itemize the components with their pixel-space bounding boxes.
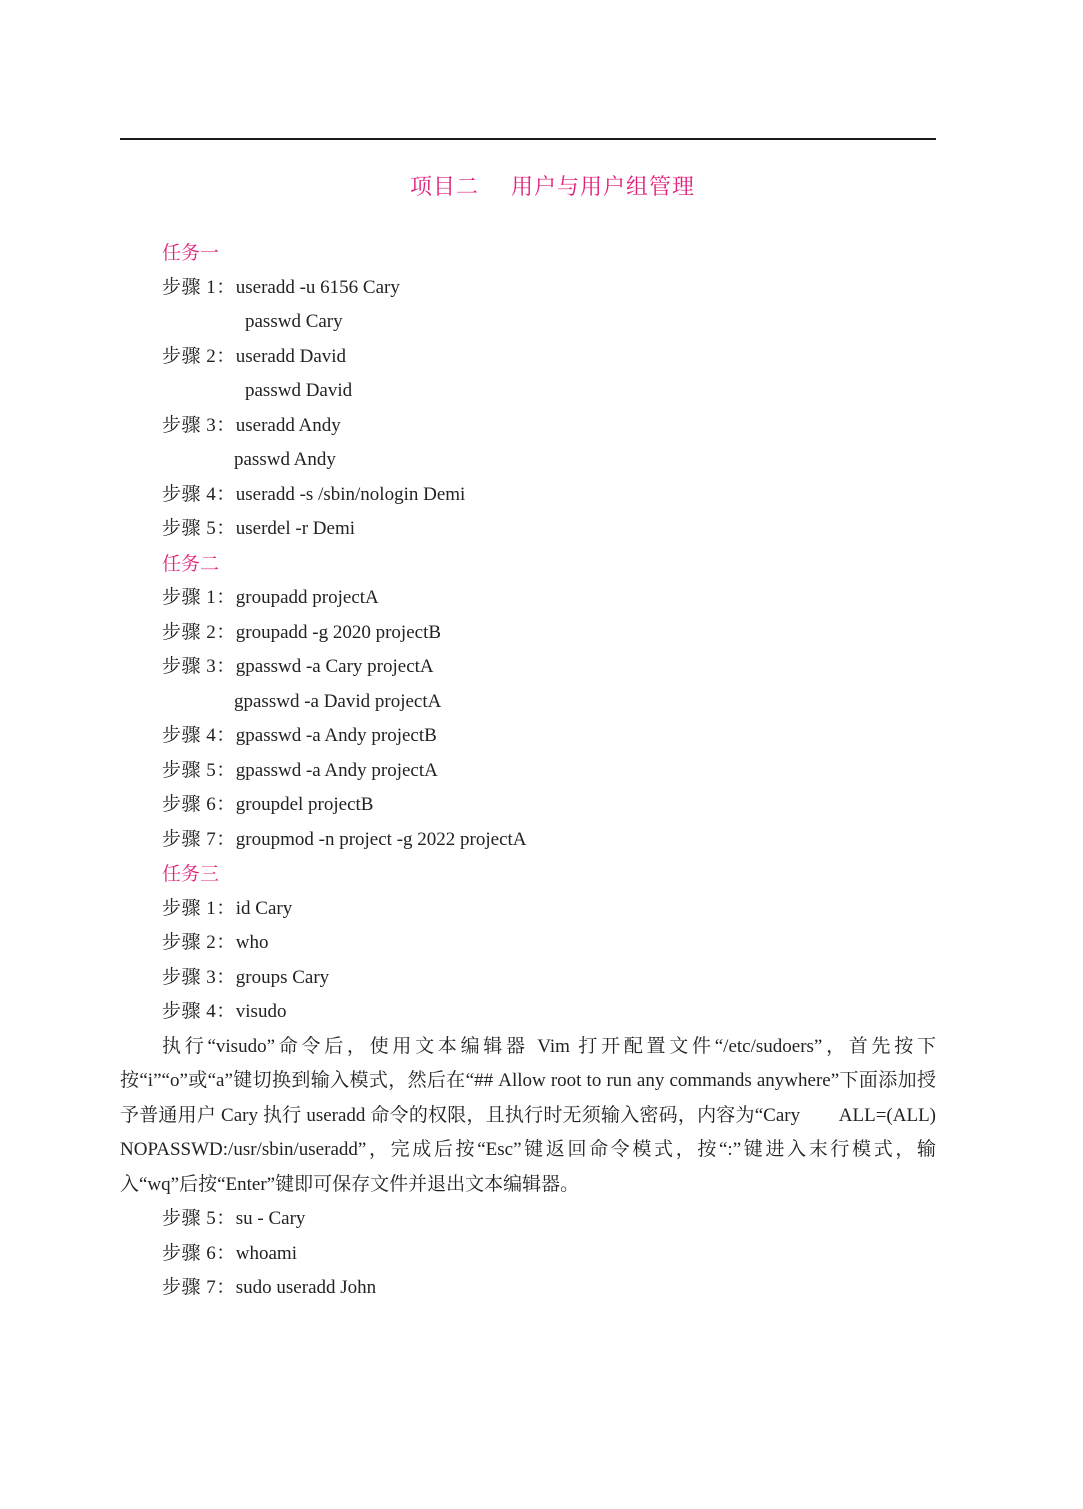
section-heading: 任务三 bbox=[162, 863, 220, 885]
step-label: 步骤 4： bbox=[162, 725, 236, 746]
command-text: gpasswd -a Andy projectB bbox=[235, 725, 437, 746]
command-text: gpasswd -a Andy projectA bbox=[235, 759, 438, 781]
command-text: sudo useradd John bbox=[235, 1277, 377, 1298]
step-label: 步骤 3： bbox=[162, 414, 236, 436]
step-label: 步骤 7： bbox=[162, 1277, 236, 1298]
step-label: 步骤 4： bbox=[162, 1001, 236, 1022]
step-label: 步骤 2： bbox=[162, 621, 236, 643]
command-text: groupadd projectA bbox=[235, 587, 379, 608]
page-title: 项目二 用户与用户组管理 bbox=[410, 175, 695, 200]
step-label: 步骤 5： bbox=[162, 1208, 236, 1229]
step-line bbox=[0, 788, 1083, 823]
command-continuation: gpasswd -a David projectA bbox=[234, 690, 442, 712]
step-label: 步骤 3： bbox=[162, 656, 236, 677]
command-text: groupdel projectB bbox=[235, 794, 374, 815]
command-continuation: passwd Andy bbox=[234, 449, 336, 470]
step-line bbox=[0, 1271, 1083, 1306]
step-line bbox=[0, 616, 1083, 651]
step-line bbox=[0, 409, 1083, 444]
step-line bbox=[0, 823, 1083, 858]
step-line bbox=[0, 271, 1083, 306]
step-line bbox=[0, 926, 1083, 961]
command-text: whoami bbox=[235, 1242, 297, 1264]
step-line bbox=[0, 995, 1083, 1030]
command-text: userdel -r Demi bbox=[235, 518, 355, 539]
command-text: useradd -u 6156 Cary bbox=[235, 276, 400, 298]
step-line bbox=[0, 719, 1083, 754]
step-label: 步骤 6： bbox=[162, 794, 236, 815]
step-line bbox=[0, 892, 1083, 927]
command-text: visudo bbox=[235, 1001, 287, 1022]
step-label: 步骤 2： bbox=[162, 932, 236, 953]
step-line bbox=[0, 340, 1083, 375]
step-line bbox=[0, 961, 1083, 996]
command-text: groupadd -g 2020 projectB bbox=[235, 621, 442, 643]
step-line bbox=[0, 754, 1083, 789]
command-text: id Cary bbox=[235, 897, 293, 919]
step-label: 步骤 5： bbox=[162, 518, 236, 539]
header-rule bbox=[120, 138, 936, 140]
command-text: useradd Andy bbox=[235, 414, 341, 436]
step-label: 步骤 1： bbox=[162, 276, 236, 298]
step-line bbox=[0, 581, 1083, 616]
step-label: 步骤 5： bbox=[162, 759, 236, 781]
step-label: 步骤 1： bbox=[162, 587, 236, 608]
step-label: 步骤 2： bbox=[162, 345, 236, 367]
step-line bbox=[0, 512, 1083, 547]
step-line bbox=[0, 1202, 1083, 1237]
command-text: groupmod -n project -g 2022 projectA bbox=[235, 828, 527, 850]
command-text: who bbox=[235, 932, 269, 953]
step-label: 步骤 3： bbox=[162, 966, 236, 988]
step-line bbox=[0, 1237, 1083, 1272]
step-line bbox=[0, 478, 1083, 513]
step-label: 步骤 6： bbox=[162, 1242, 236, 1264]
step-label: 步骤 4： bbox=[162, 483, 236, 505]
command-text: gpasswd -a Cary projectA bbox=[235, 656, 434, 677]
step-line bbox=[0, 650, 1083, 685]
explanation-paragraph: 执行“visudo”命令后，使用文本编辑器 Vim 打开配置文件“/etc/sudoers”，首先按下按“i”“o”或“a”键切换到输入模式，然后在“## Allow root to run any commands anywhere”下面添加授予普通用户 Cary 执行 useradd 命令的权限，且执行时无须输入密码，内容为“Cary ALL=(ALL) NOPASSWD:/usr/sbin/useradd”，完成后按“Esc”键返回命令模式，按“:”键进入末行模式，输入“wq”后按“Enter”键即可保存文件并退出文本编辑器。 bbox=[120, 1035, 993, 1195]
command-continuation: passwd Cary bbox=[245, 311, 343, 332]
step-label: 步骤 7： bbox=[162, 828, 236, 850]
command-text: su - Cary bbox=[235, 1208, 306, 1229]
command-text: groups Cary bbox=[235, 966, 330, 988]
step-label: 步骤 1： bbox=[162, 897, 236, 919]
command-text: useradd David bbox=[235, 345, 347, 367]
command-text: useradd -s /sbin/nologin Demi bbox=[235, 483, 466, 505]
command-continuation: passwd David bbox=[245, 380, 353, 401]
section-heading: 任务一 bbox=[162, 242, 220, 264]
document-body bbox=[0, 236, 1083, 1306]
section-heading: 任务二 bbox=[162, 552, 220, 575]
